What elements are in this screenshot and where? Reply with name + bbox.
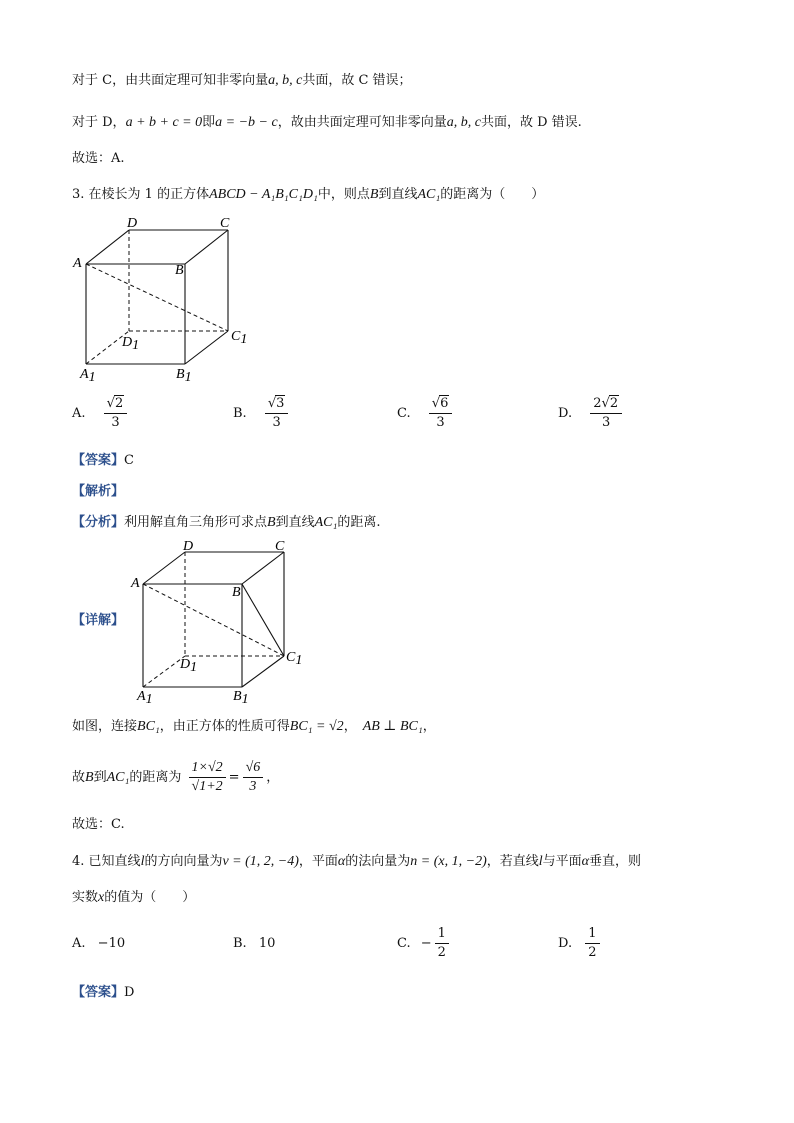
option-letter: A.: [72, 936, 86, 951]
cube-figure-detail: [128, 540, 318, 705]
label-c: C: [275, 540, 285, 554]
q4-option-b[interactable]: [233, 936, 275, 951]
prev-line-d: [72, 114, 582, 132]
detail-tag: 【详解】: [72, 613, 125, 628]
line-l: l: [538, 854, 543, 869]
text: ，由正方体的性质可得: [159, 719, 290, 734]
q3-option-d[interactable]: [558, 396, 625, 431]
q3-option-a[interactable]: [72, 396, 130, 431]
prev-line-c: [72, 72, 412, 90]
segment-bc1: BC₁: [137, 719, 160, 734]
line-ac1: AC₁: [314, 515, 338, 530]
variable-x: x: [98, 890, 105, 905]
text: ，平面: [298, 854, 338, 869]
q3-detail-line2: 故B到AC₁的距离为 $\frac{1\times√2}{√1+2}$ = $\frac{√6}{3}$ ，: [72, 760, 280, 794]
label-d: D: [127, 216, 138, 231]
option-letter: D.: [558, 406, 573, 421]
perpendicular-relation: AB ⊥ BC₁: [362, 719, 423, 734]
vector-sum-equation: a + b + c = 0: [125, 115, 203, 130]
text: 已知直线: [88, 854, 141, 869]
distance-fraction-1: $\frac{1\times√2}{√1+2}$: [189, 760, 226, 795]
point-b: B: [369, 187, 379, 202]
option-letter: A.: [72, 406, 86, 421]
q3-analysis-tag: [72, 483, 124, 501]
text: 与平面: [542, 854, 582, 869]
answer-tag: 【答案】: [72, 985, 125, 1000]
q3-answer: [72, 452, 134, 470]
option-letter: D.: [558, 936, 573, 951]
q3-fenxi: [72, 514, 381, 532]
line-ac1: AC₁: [417, 187, 441, 202]
text: 到: [93, 770, 107, 785]
text: 垂直，则: [589, 854, 642, 869]
question-number: 4.: [72, 854, 85, 869]
label-b: B: [175, 263, 184, 278]
point-b: B: [267, 515, 276, 530]
text: 到直线: [378, 187, 418, 202]
q3-detail-line1: 如图，连接BC₁，由正方体的性质可得BC₁ = √2， AB ⊥ BC₁，: [72, 719, 436, 734]
text: 如图，连接: [72, 719, 138, 734]
option-letter: B.: [233, 936, 247, 951]
label-b1: B1: [176, 367, 192, 385]
question-number: 3.: [72, 187, 85, 202]
label-b1: B1: [233, 689, 249, 705]
prev-choose: 故选：A.: [72, 151, 125, 166]
text: ，若直线: [486, 854, 539, 869]
option-value: −10: [97, 936, 126, 951]
option-letter: C.: [397, 936, 411, 951]
direction-vector: v = (1, 2, −4): [222, 854, 299, 869]
label-c1: C1: [231, 329, 248, 347]
label-d1: D1: [180, 657, 198, 675]
label-a: A: [131, 576, 140, 591]
text: 利用解直角三角形可求点: [124, 515, 268, 530]
line-l: l: [140, 854, 145, 869]
option-fraction: $\frac{1}{2}$: [585, 926, 599, 961]
point-b: B: [85, 770, 94, 785]
answer-tag: 【答案】: [72, 453, 125, 468]
text: 的距离.: [337, 515, 381, 530]
option-fraction: $\frac{√6}{3}$: [429, 396, 453, 431]
text: 的距离为: [129, 770, 182, 785]
text: 在棱长为 1 的正方体: [88, 187, 210, 202]
text: 到直线: [275, 515, 315, 530]
analysis-tag: 【解析】: [72, 484, 125, 499]
text: 的法向量为: [345, 854, 411, 869]
text: 即: [202, 115, 216, 130]
distance-fraction-2: $\frac{√6}{3}$: [243, 760, 264, 795]
label-a1: A1: [80, 367, 96, 385]
label-a1: A1: [137, 689, 153, 705]
normal-vector: n = (x, 1, −2): [410, 854, 487, 869]
option-fraction: $\frac{√3}{3}$: [265, 396, 289, 431]
option-fraction: $\frac{√2}{3}$: [104, 396, 128, 431]
text: 的方向向量为: [144, 854, 223, 869]
label-b: B: [232, 585, 241, 600]
answer-value: C: [124, 453, 134, 468]
label-d: D: [183, 540, 194, 554]
q3-option-c[interactable]: [397, 396, 455, 431]
label-c1: C1: [286, 650, 303, 668]
label-a: A: [73, 256, 82, 271]
text: ，故由共面定理可知非零向量: [277, 115, 447, 130]
q4-option-c[interactable]: [397, 926, 452, 961]
text: 对于 C，由共面定理可知非零向量: [72, 73, 269, 88]
text: 的距离为（ ）: [440, 187, 545, 202]
text: 故: [72, 770, 86, 785]
q4-option-a[interactable]: [72, 936, 125, 951]
cube-name: ABCD − A₁B₁C₁D₁: [209, 187, 318, 202]
vectors-abc: a, b, c: [268, 73, 303, 88]
option-letter: C.: [397, 406, 411, 421]
q3-option-b[interactable]: [233, 396, 291, 431]
answer-value: D: [124, 985, 135, 1000]
option-fraction: $\frac{1}{2}$: [435, 926, 449, 961]
text: 实数: [72, 890, 99, 905]
text: 的值为（ ）: [104, 890, 196, 905]
q3-stem: [72, 186, 544, 204]
option-value: 10: [258, 936, 276, 951]
q4-stem-line2: [72, 889, 195, 907]
text: 共面，故 D 错误.: [480, 115, 582, 130]
option-fraction: $\frac{2√2}{3}$: [590, 396, 622, 431]
plane-alpha: α: [581, 854, 590, 869]
q4-stem-line1: [72, 853, 641, 871]
q4-answer: [72, 984, 134, 1002]
plane-alpha: α: [337, 854, 346, 869]
equation-bc1: BC₁ = √2: [289, 719, 344, 734]
text: 对于 D，: [72, 115, 126, 130]
option-letter: B.: [233, 406, 247, 421]
label-d1: D1: [122, 335, 140, 353]
q3-choose: 故选：C.: [72, 817, 125, 832]
q3-detail-tag: [72, 612, 124, 630]
vector-equation: a = −b − c: [215, 115, 278, 130]
fenxi-tag: 【分析】: [72, 515, 125, 530]
cube-figure: [66, 216, 256, 386]
text: 中，则点: [317, 187, 370, 202]
q4-option-d[interactable]: [558, 926, 603, 961]
label-c: C: [220, 216, 230, 231]
text: 共面，故 C 错误；: [302, 73, 412, 88]
line-ac1: AC₁: [106, 770, 130, 785]
vectors-abc: a, b, c: [446, 115, 481, 130]
option-sign: −: [420, 936, 432, 951]
